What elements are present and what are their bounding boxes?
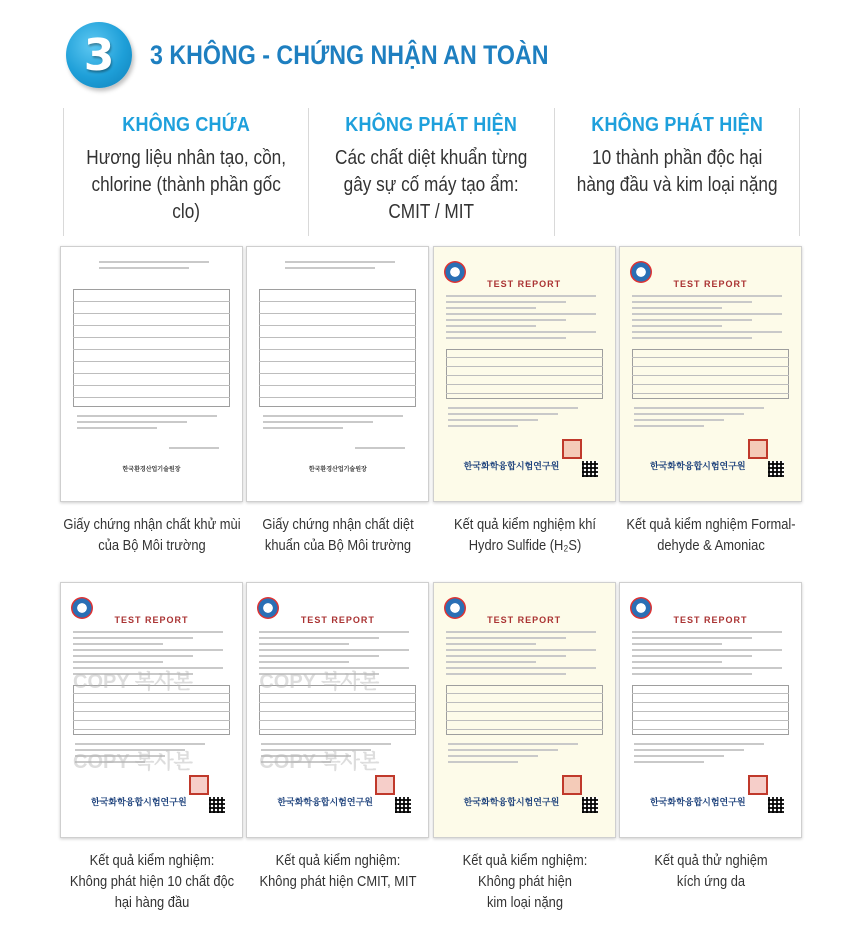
text-line [632,325,722,327]
caption-line: Kết quả kiểm nghiệm: [275,852,401,869]
section-header [66,22,826,92]
table-rule [632,720,789,721]
claim-heading: KHÔNG PHÁT HIỆN [590,114,763,136]
official-seal-icon [189,775,209,795]
text-line [634,755,724,757]
claim-body-line: 10 thành phần độc hại [591,147,762,169]
text-line [259,649,409,651]
text-line [632,337,752,339]
table-rule [632,384,789,385]
document-page [628,259,793,489]
claim-body-line: CMIT / MIT [388,201,475,223]
lab-name: 한국화학융합시험연구원 [463,797,560,807]
text-line [77,427,157,429]
text-line [446,295,596,297]
document-page [255,259,420,489]
table-rule [259,301,416,302]
certificate-document-image [246,582,429,838]
text-line [448,755,538,757]
text-line [448,761,518,763]
table-rule [73,397,230,398]
table-rule [446,375,603,376]
text-line [446,655,566,657]
text-line [446,319,566,321]
certificate-table [259,289,416,407]
table-rule [259,729,416,730]
document-page [69,595,234,825]
text-line [634,749,744,751]
table-rule [73,385,230,386]
text-line [263,427,343,429]
qr-code-icon [768,461,784,477]
badge-number: 3 [83,29,115,81]
report-title: TEST REPORT [673,615,748,625]
official-seal-icon [375,775,395,795]
claim-body [81,145,291,226]
text-line [634,413,744,415]
table-rule [632,693,789,694]
table-rule [632,702,789,703]
official-seal-icon [562,439,582,459]
issuer-name: 한국환경산업기술원장 [308,467,367,473]
table-rule [73,729,230,730]
report-title: TEST REPORT [487,615,562,625]
table-rule [73,337,230,338]
claim-body-line: gây sự cố máy tạo ẩm: [343,174,519,196]
table-rule [73,702,230,703]
report-title: TEST REPORT [673,279,748,289]
table-rule [259,397,416,398]
official-seal-icon [562,775,582,795]
text-line [263,421,373,423]
caption-line: Kết quả kiểm nghiệm Formal- [626,516,796,533]
table-rule [446,366,603,367]
caption-line: Không phát hiện [477,873,572,890]
table-rule [73,711,230,712]
text-line [446,673,566,675]
text-line [73,631,223,633]
text-line [259,655,379,657]
report-title: TEST REPORT [487,279,562,289]
document-page [628,595,793,825]
certificate-item [619,582,802,913]
certificate-document-image [433,246,616,502]
table-rule [259,385,416,386]
certificate-caption [433,514,615,556]
table-rule [446,393,603,394]
caption-line: Kết quả kiểm nghiệm: [462,852,588,869]
certificate-item [246,246,429,556]
certificate-item [619,246,802,556]
certificate-item [433,582,616,913]
text-line [259,661,349,663]
certificate-document-image [619,582,802,838]
claim-heading: KHÔNG PHÁT HIỆN [345,114,518,136]
table-rule [446,357,603,358]
table-rule [446,711,603,712]
issuer-name: 한국환경산업기술원장 [122,467,181,473]
table-rule [73,313,230,314]
text-line [446,301,566,303]
text-line [632,331,782,333]
documents-row-2 [60,582,802,913]
certificate-caption [61,850,243,913]
text-line [285,267,375,269]
text-line [259,643,349,645]
caption-line: Giấy chứng nhận chất khử mùi [63,516,241,533]
document-page [255,595,420,825]
text-line [446,667,596,669]
table-rule [73,325,230,326]
claim-heading: KHÔNG CHỨA [122,114,251,136]
text-line [259,637,379,639]
table-rule [259,702,416,703]
table-rule [73,373,230,374]
text-line [448,749,558,751]
caption-line: kích ứng da [676,873,746,890]
certificate-document-image [60,246,243,502]
caption-line: kim loại nặng [486,894,563,911]
table-rule [632,393,789,394]
caption-line: Kết quả kiểm nghiệm khí [453,516,596,533]
text-line [73,649,223,651]
lab-name: 한국화학융합시험연구원 [463,461,560,471]
text-line [448,407,578,409]
table-rule [632,375,789,376]
copy-watermark: COPY 복사본 [73,671,193,693]
text-line [634,425,704,427]
table-rule [446,720,603,721]
table-rule [73,720,230,721]
text-line [448,419,538,421]
caption-line: Không phát hiện CMIT, MIT [259,873,417,890]
copy-watermark: COPY 복사본 [259,751,380,773]
table-rule [73,301,230,302]
certificate-document-image [246,246,429,502]
table-rule [259,337,416,338]
text-line [259,631,409,633]
text-line [448,425,518,427]
claim-column [309,108,554,236]
certificate-item [433,246,616,556]
qr-code-icon [395,797,411,813]
official-seal-icon [748,775,768,795]
caption-line: dehyde & Amoniac [657,537,765,554]
text-line [632,661,722,663]
caption-line: Kết quả thử nghiệm [654,852,768,869]
caption-line: Kết quả kiểm nghiệm: [89,852,215,869]
table-rule [632,357,789,358]
text-line [169,447,219,449]
documents-row-1 [60,246,802,556]
table-rule [632,729,789,730]
text-line [448,743,578,745]
claim-body-line: hàng đầu và kim loại nặng [576,174,778,196]
table-rule [259,711,416,712]
lab-name: 한국화학융합시험연구원 [649,797,746,807]
table-rule [259,373,416,374]
text-line [632,313,782,315]
text-line [77,415,217,417]
text-line [446,331,596,333]
text-line [632,667,782,669]
text-line [632,319,752,321]
table-rule [73,361,230,362]
text-line [446,325,536,327]
certificate-caption [620,514,802,556]
certificate-caption [247,850,429,892]
claim-body-line: Hương liệu nhân tạo, cồn, [86,147,287,169]
official-seal-icon [748,439,768,459]
text-line [634,407,764,409]
report-title: TEST REPORT [114,615,189,625]
claim-body-line: Các chất diệt khuẩn từng [335,147,528,169]
text-line [73,643,163,645]
text-line [634,743,764,745]
certificate-document-image [619,246,802,502]
text-line [448,413,558,415]
text-line [632,295,782,297]
certificate-caption [620,850,802,892]
text-line [263,415,403,417]
certificate-item [60,246,243,556]
text-line [73,637,193,639]
copy-watermark: COPY 복사본 [259,671,380,693]
copy-watermark: COPY 복사본 [73,751,193,773]
document-page [442,259,607,489]
document-page [442,595,607,825]
caption-line: hại hàng đầu [114,894,190,911]
text-line [632,673,752,675]
certificate-caption [61,514,243,556]
lab-name: 한국화학융합시험연구원 [91,797,187,807]
text-line [446,661,536,663]
text-line [446,631,596,633]
document-page [69,259,234,489]
qr-code-icon [209,797,225,813]
caption-line: khuẩn của Bộ Môi trường [265,537,412,554]
text-line [446,337,566,339]
text-line [446,307,536,309]
text-line [355,447,405,449]
text-line [632,655,752,657]
text-line [634,419,724,421]
claim-column [555,108,800,236]
certificate-caption [433,850,615,913]
certificate-item [246,582,429,913]
text-line [99,261,209,263]
lab-name: 한국화학융합시험연구원 [277,797,373,807]
claim-body [326,145,536,226]
table-rule [73,349,230,350]
caption-line: Giấy chứng nhận chất diệt [262,516,415,533]
caption-line: Không phát hiện 10 chất độc [69,873,235,890]
text-line [73,661,163,663]
certificate-document-image [60,582,243,838]
table-rule [446,693,603,694]
text-line [632,631,782,633]
table-rule [446,729,603,730]
claim-column [63,108,309,236]
lab-name: 한국화학융합시험연구원 [649,461,746,471]
certificate-table [73,289,230,407]
text-line [77,421,187,423]
table-rule [446,384,603,385]
caption-line: Hydro Sulfide (H₂S) [468,537,581,554]
text-line [632,637,752,639]
number-badge-icon [66,22,132,88]
text-line [99,267,189,269]
certificate-caption [247,514,429,556]
table-rule [632,366,789,367]
text-line [73,655,193,657]
table-rule [632,711,789,712]
claims-columns [63,108,800,236]
certificate-document-image [433,582,616,838]
report-title: TEST REPORT [300,615,375,625]
text-line [446,643,536,645]
claim-body-line: chlorine (thành phần gốc clo) [91,174,281,223]
claim-body [572,145,782,199]
text-line [446,313,596,315]
text-line [446,649,596,651]
table-rule [259,720,416,721]
table-rule [259,313,416,314]
text-line [285,261,395,263]
text-line [446,637,566,639]
text-line [632,643,722,645]
text-line [632,307,722,309]
table-rule [259,325,416,326]
table-rule [446,702,603,703]
text-line [634,761,704,763]
qr-code-icon [768,797,784,813]
table-rule [259,361,416,362]
table-rule [259,349,416,350]
qr-code-icon [582,797,598,813]
text-line [632,649,782,651]
certificate-item [60,582,243,913]
qr-code-icon [582,461,598,477]
section-title: 3 KHÔNG - CHỨNG NHẬN AN TOÀN [150,40,549,70]
caption-line: của Bộ Môi trường [98,537,206,554]
text-line [632,301,752,303]
